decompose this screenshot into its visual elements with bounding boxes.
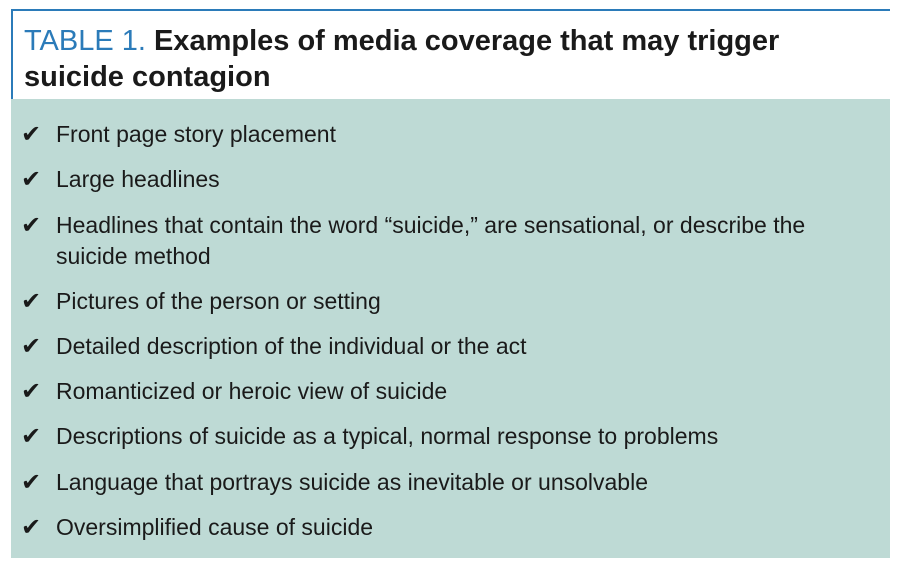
list-item-text: Descriptions of suicide as a typical, normal response to problems [56,423,719,449]
checkmark-icon: ✔ [21,121,42,148]
list-item-text: Headlines that contain the word “suicide,” are sensational, or describe the suicide method [56,212,806,269]
table-header [11,9,890,99]
checkmark-icon: ✔ [21,514,42,541]
list-item-text: Oversimplified cause of suicide [56,514,374,540]
checkmark-icon: ✔ [21,378,42,405]
checkmark-icon: ✔ [21,288,42,315]
table-title-text: Examples of media coverage that may trigger suicide contagion [24,25,780,93]
checkmark-icon: ✔ [21,423,42,450]
checkmark-icon: ✔ [21,469,42,496]
list-item-text: Romanticized or heroic view of suicide [56,378,448,404]
list-item-text: Language that portrays suicide as inevitable or unsolvable [56,469,648,495]
table-label: TABLE 1. [24,25,146,57]
list-item-text: Detailed description of the individual or the act [56,333,527,359]
list-item-text: Front page story placement [56,121,336,147]
checkmark-icon: ✔ [21,333,42,360]
list-item-text: Large headlines [56,166,220,192]
table-1 [11,9,890,558]
checkmark-icon: ✔ [21,212,42,239]
list-item-text: Pictures of the person or setting [56,288,381,314]
checkmark-icon: ✔ [21,166,42,193]
table-title [24,23,884,95]
table-body [11,99,890,558]
